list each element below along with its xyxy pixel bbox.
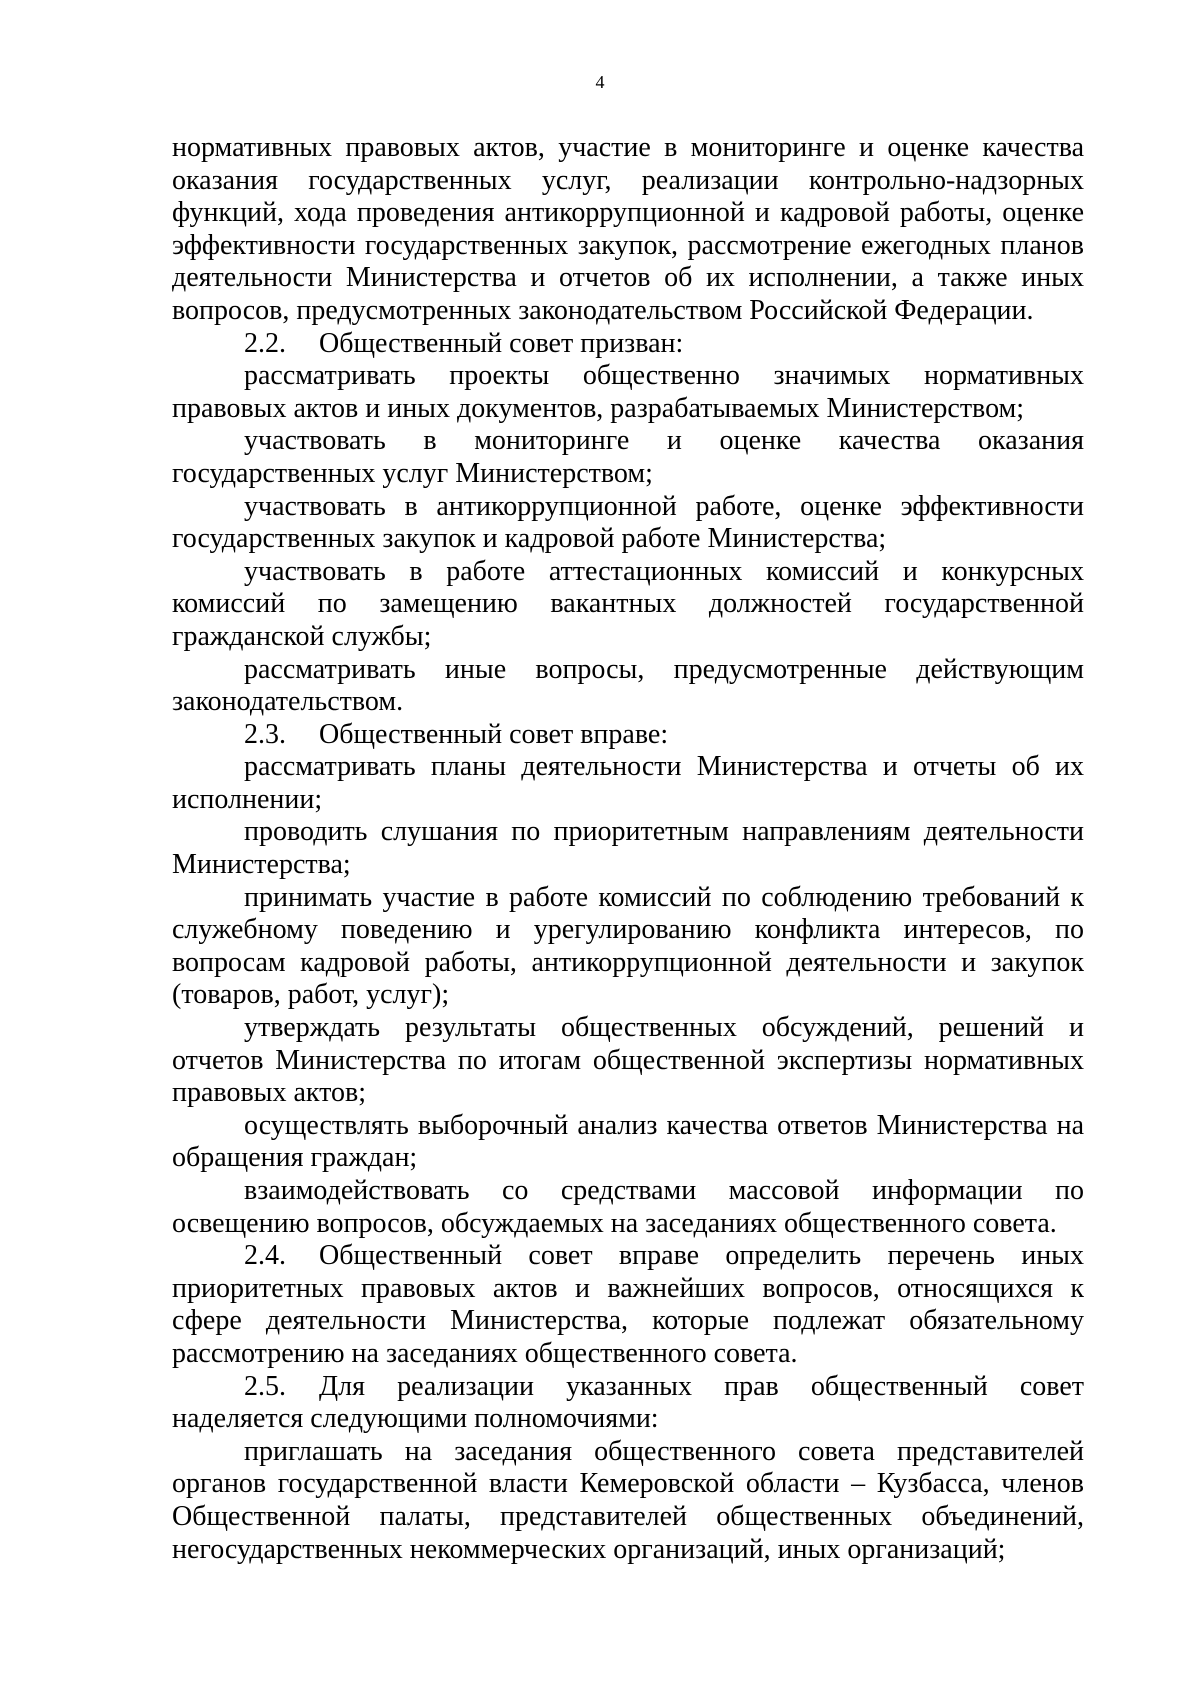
list-item: взаимодействовать со средствами массовой информации по освещению вопросов, обсуждаемых на заседаниях общественного совета. xyxy=(172,1175,1084,1239)
list-item: участвовать в мониторинге и оценке качества оказания государственных услуг Министерством; xyxy=(172,425,1084,489)
list-item: осуществлять выборочный анализ качества ответов Министерства на обращения граждан; xyxy=(172,1109,1084,1174)
section-number: 2.2. xyxy=(244,327,286,359)
list-item: участвовать в работе аттестационных комиссий и конкурсных комиссий по замещению вакантных должностей государственной гражданской службы; xyxy=(172,555,1084,652)
list-item: участвовать в антикоррупционной работе, оценке эффективности государственных закупок и кадровой работе Министерства; xyxy=(172,490,1084,555)
section-text: Общественный совет вправе определить перечень иных приоритетных правовых актов и важнейших вопросов, относящихся к сфере деятельности Министерства, которые подлежат обязательному рассмотрению на заседаниях общественного совета. xyxy=(172,1240,1084,1369)
section-number: 2.3. xyxy=(244,718,286,750)
section-text: Общественный совет призван: xyxy=(319,327,684,359)
list-item: приглашать на заседания общественного совета представителей органов государственной власти Кемеровской области – Кузбасса, членов Общественной палаты, представителей общественных объединений, негосударственных некоммерческих организаций, иных организаций; xyxy=(172,1435,1084,1565)
page-number: 4 xyxy=(595,72,605,92)
section-2-5 xyxy=(172,1371,1084,1436)
list-item: рассматривать проекты общественно значимых нормативных правовых актов и иных документов, разрабатываемых Министерством; xyxy=(172,360,1084,424)
list-item: рассматривать иные вопросы, предусмотренные действующим законодательством. xyxy=(172,653,1084,718)
section-number: 2.4. xyxy=(244,1240,286,1272)
list-item: принимать участие в работе комиссий по соблюдению требований к служебному поведению и урегулированию конфликта интересов, по вопросам кадровой работы, антикоррупционной деятельности и закупок (товаров, работ, услуг); xyxy=(172,881,1084,1011)
section-2-2-heading xyxy=(172,328,1084,361)
section-2-3-heading xyxy=(172,719,1084,752)
list-item: утверждать результаты общественных обсуждений, решений и отчетов Министерства по итогам общественной экспертизы нормативных правовых актов; xyxy=(172,1012,1084,1109)
list-item: рассматривать планы деятельности Министерства и отчеты об их исполнении; xyxy=(172,751,1084,815)
paragraph: нормативных правовых актов, участие в мониторинге и оценке качества оказания государственных услуг, реализации контрольно-надзорных функций, хода проведения антикоррупционной и кадровой работы, оценке эффективности государственных закупок, рассмотрение ежегодных планов деятельности Министерства и отчетов об их исполнении, а также иных вопросов, предусмотренных законодательством Российской Федерации. xyxy=(172,132,1084,326)
section-number: 2.5. xyxy=(244,1370,286,1402)
list-item: проводить слушания по приоритетным направлениям деятельности Министерства; xyxy=(172,816,1084,881)
section-text: Для реализации указанных прав общественный совет наделяется следующими полномочиями: xyxy=(172,1370,1084,1435)
section-text: Общественный совет вправе: xyxy=(319,718,669,750)
section-2-4 xyxy=(172,1240,1084,1370)
document-body xyxy=(172,132,1084,1566)
